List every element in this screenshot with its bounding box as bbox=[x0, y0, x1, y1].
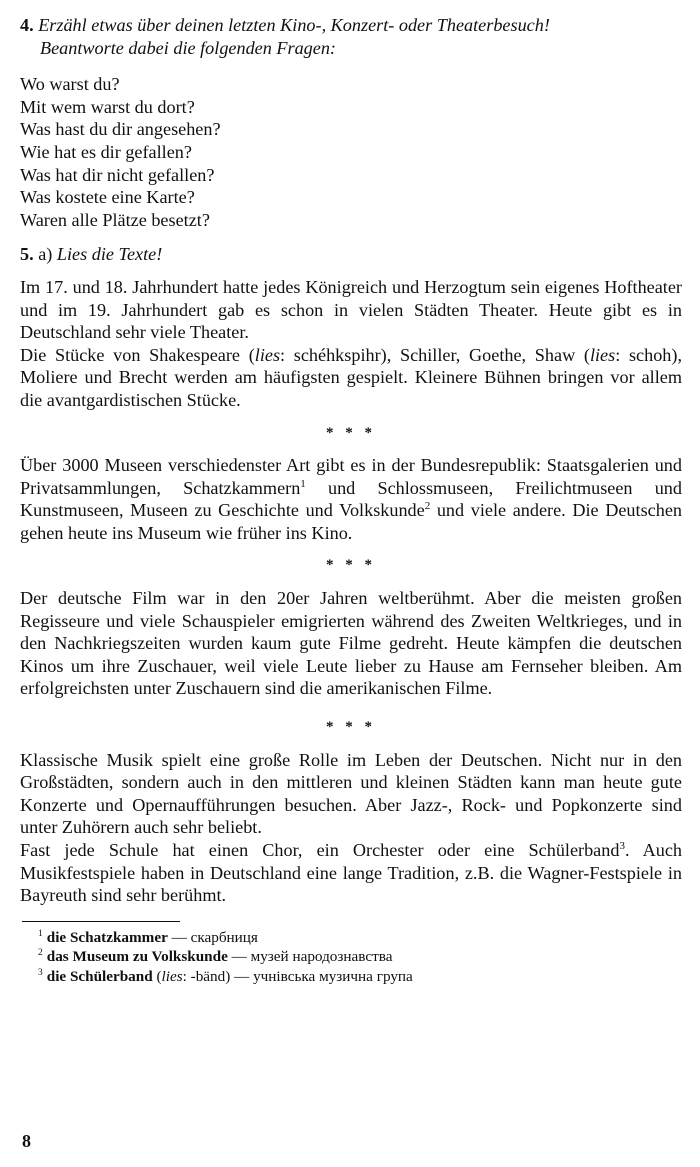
text-theater-para2: Die Stücke von Shakespeare (lies: schéhkspihr), Schiller, Goethe, Shaw (lies: schoh), Moliere und Brecht werden am häufigsten gespielt. Kleinere Bühnen bringen vor allem die avantgardistischen Stücke. bbox=[20, 344, 682, 410]
text-theater bbox=[20, 276, 682, 412]
footnote-ref-3: 3 bbox=[619, 839, 625, 852]
text-theater-para1: Im 17. und 18. Jahrhundert hatte jedes Königreich und Herzogtum sein eigenes Hoftheater und im 19. Jahrhundert gab es schon in vielen Städten Theater. Heute gibt es in Deutschland sehr viele Theater. bbox=[20, 276, 682, 343]
footnote-3: $^3$ die Schülerband (lies: -bänd) — учнівська музична група bbox=[38, 967, 413, 985]
task-4-heading bbox=[20, 14, 682, 59]
section-separator: * * * bbox=[326, 557, 376, 574]
footnote-ref-2: 2 bbox=[424, 500, 431, 513]
question-item: Waren alle Plätze besetzt? bbox=[20, 209, 210, 230]
text-music-para2: Fast jede Schule hat einen Chor, ein Orchester oder eine Schülerband$^3$. Auch Musikfestspiele haben in Deutschland eine lange Tradition, z.B. die Wagner-Festspiele in Bayreuth sind sehr berühmt. bbox=[20, 839, 683, 906]
text-museums bbox=[20, 454, 682, 544]
question-item: Mit wem warst du dort? bbox=[20, 96, 195, 117]
task-4-instruction-line2: Beantworte dabei die folgenden Fragen: bbox=[40, 37, 336, 58]
text-film-para: Der deutsche Film war in den 20er Jahren weltberühmt. Aber die meisten großen Regisseure und viele Schauspieler emigrierten während des Zweiten Weltkrieges, und in den Nachkriegszeiten wurden kaum gute Filme gedreht. Heute kämpfen die deutschen Kinos um ihre Zuschauer, weil viele Leute lieber zu Hause am Fernseher bleiben. Am erfolgreichsten unter Zuschauern sind die amerikanischen Filme. bbox=[20, 588, 682, 699]
task-5-part: a) bbox=[38, 244, 53, 265]
task-5-instruction: Lies die Texte! bbox=[56, 244, 163, 265]
footnote-2: $^2$ das Museum zu Volkskunde — музей народознавства bbox=[38, 948, 393, 966]
footnote-ref-1: 1 bbox=[300, 477, 306, 490]
text-museums-para: Über 3000 Museen verschiedenster Art gibt es in der Bundesrepublik: Staatsgalerien und Privatsammlungen, Schatzkammern$^1$ und Schlossmuseen, Freilichtmuseen und Kunstmuseen, Museen zu Geschichte und Volkskunde$^2$ und viele andere. Die Deutschen gehen heute ins Museum wie früher ins Kino. bbox=[20, 455, 682, 543]
question-item: Was hast du dir angesehen? bbox=[20, 119, 221, 140]
footnotes bbox=[20, 928, 682, 987]
footnote-divider bbox=[22, 921, 180, 922]
question-item: Was kostete eine Karte? bbox=[20, 187, 195, 208]
section-separator: * * * bbox=[326, 719, 376, 736]
task-4-question-list bbox=[20, 73, 682, 231]
question-item: Wo warst du? bbox=[20, 74, 120, 95]
section-separator: * * * bbox=[326, 424, 376, 441]
question-item: Was hat dir nicht gefallen? bbox=[20, 164, 215, 185]
text-music-para1: Klassische Musik spielt eine große Rolle im Leben der Deutschen. Nicht nur in den Großstädten, sondern auch in den mittleren und kleinen Städten kann man heute gute Konzerte und Opernaufführungen besuchen. Aber Jazz-, Rock- und Popkonzerte sind unter Zuhörern auch sehr beliebt. bbox=[20, 749, 682, 838]
footnote-1: $^1$ die Schatzkammer — скарбниця bbox=[38, 928, 258, 946]
task-4-instruction-line1: Erzähl etwas über deinen letzten Kino-, Konzert- oder Theaterbesuch! bbox=[38, 15, 550, 35]
text-film bbox=[20, 587, 682, 700]
task-4-number: 4. bbox=[20, 15, 34, 35]
task-5-number: 5. bbox=[20, 244, 34, 265]
question-item: Wie hat es dir gefallen? bbox=[20, 141, 192, 162]
page-number: 8 bbox=[22, 1131, 31, 1151]
text-music bbox=[20, 749, 682, 907]
task-5-heading bbox=[20, 243, 682, 266]
textbook-page bbox=[20, 14, 682, 987]
